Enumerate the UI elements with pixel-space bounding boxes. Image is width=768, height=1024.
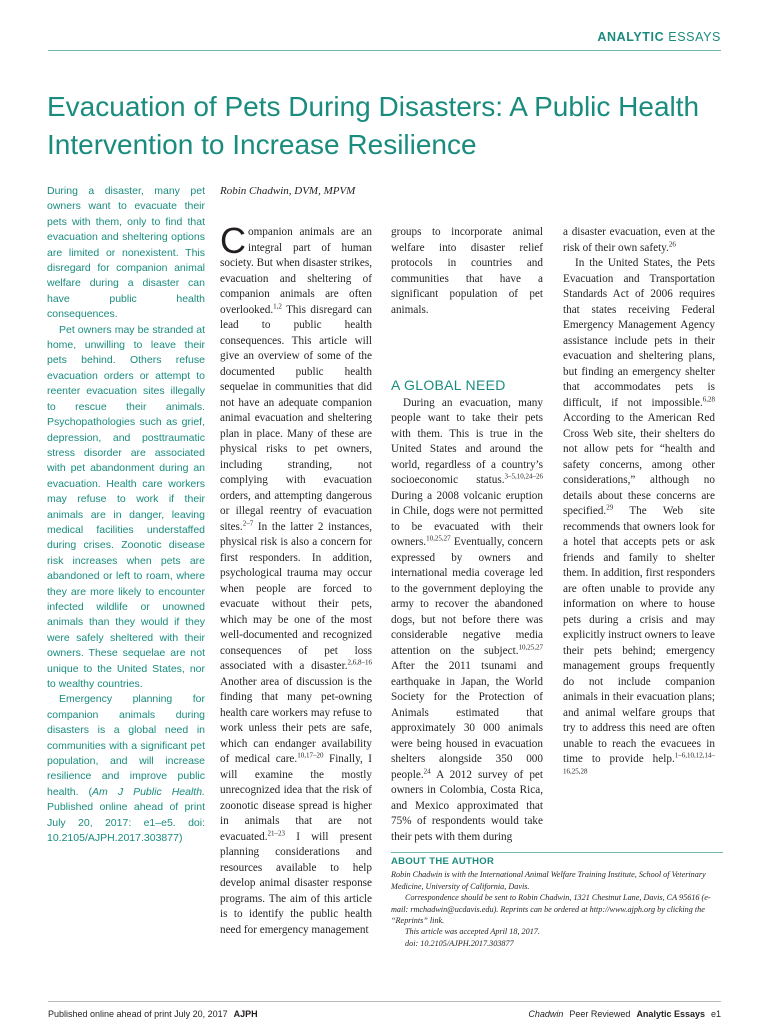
citation-ref: 1–6,10,12,14–16,25,28 (563, 751, 715, 775)
citation-ref: 1,2 (273, 301, 282, 310)
citation-ref: 29 (606, 503, 614, 512)
author-byline: Robin Chadwin, DVM, MPVM (220, 185, 356, 197)
drop-cap: C (220, 220, 246, 261)
abstract (47, 184, 205, 846)
citation-ref: 24 (423, 766, 431, 775)
footer-journal: AJPH (233, 1009, 258, 1019)
doi-note: doi: 10.2105/AJPH.2017.303877 (405, 938, 514, 948)
abstract-paragraph: During a disaster, many pet owners want to evacuate their pets with them, only to find that evacuation and sheltering options are limited or nonexistent. This disregard for companion animal welfare during a disaster can have public health consequences. (47, 185, 205, 321)
section-label: ANALYTIC ESSAYS (597, 30, 721, 44)
body-paragraph: a disaster evacuation, even at the risk of their own safety.$^{26}$ (563, 226, 715, 254)
citation-ref: 2–7 (242, 518, 254, 527)
accepted-date: This article was accepted April 18, 2017. (405, 927, 540, 937)
citation-ref: 26 (668, 239, 676, 248)
article-title: Evacuation of Pets During Disasters: A Public Health Intervention to Increase Resilience (47, 91, 700, 160)
body-column-1 (220, 220, 372, 938)
body-paragraph: Companion animals are an integral part of human society. But when disaster strikes, evacuation and sheltering of companion animals are often overlooked.$^{1,2}$ This disregard can lead to public health consequences. This article will give an overview of some of the documented public health sequelae in communities that did not have an adequate companion animal evacuation and sheltering plan in place. Many of these are physical risks to pet owners, including stranding, not complying with evacuation orders, and attempting dangerous or illegal reentry of evacuation sites.$^{2-7}$ In the latter 2 instances, physical risk is also a concern for first responders. In addition, psychological trauma may occur when people are forced to evacuate without their pets, which may be one of the most well-documented and recognized consequences of pet loss associated with a disaster.$^{2,6,8-16}$ Another area of discussion is the finding that many pet-owning health care workers may refuse to work unless their pets are safe, which can endanger availability of medical care.$^{10,17-20}$ Finally, I will examine the mostly unrecognized idea that the risk of zoonotic disease spread is higher in animals that are not evacuated.$^{21-23}$ I will present planning considerations and resources available to help develop animal disaster response programs. The aim of this article is to identify the public health need for emergency management (220, 220, 372, 936)
body-column-2 (391, 225, 543, 845)
body-paragraph: During an evacuation, many people want to take their pets with them. This is true in the United States and around the world, regardless of a country’s socioeconomic status.$^{3-5,10,24-26}$ During a 2008 volcanic eruption in Chile, dogs were not permitted to be evacuated with their owners.$^{10,25,27}$ Eventually, concern expressed by owners and international media coverage led to the government deploying the army to recover the abandoned dogs, but not before there was considerable negative media attention on the subject.$^{10,25,27}$ After the 2011 tsunami and earthquake in Japan, the World Society for the Protection of Animals estimated that approximately 30 000 animals were being housed in evacuation shelters alongside 350 000 people.$^{24}$ A 2012 survey of pet owners in Colombia, Costa Rica, and Mexico approximated that 75% of respondents would take their pets with them during (391, 396, 543, 843)
about-the-author (391, 852, 723, 949)
footer-peer: Peer Reviewed (569, 1009, 631, 1019)
citation-journal: Am J Public Health. (92, 785, 205, 798)
section-heading-global-need: A GLOBAL NEED (391, 377, 506, 393)
footer-section: Analytic Essays (636, 1009, 705, 1019)
citation-ref: 2,6,8–16 (347, 658, 372, 667)
body-paragraph: groups to incorporate animal welfare into disaster relief protocols in countries and communities that have a significant population of pet animals. (391, 226, 543, 316)
about-heading: ABOUT THE AUTHOR (391, 856, 495, 867)
correspondence-note: Correspondence should be sent to Robin Chadwin, 1321 Chestnut Lane, Davis, CA 95616 (e-mail: rmchadwin@ucdavis.edu). Reprints can be ordered at http://www.ajph.org by clicking the “Reprints” link. (391, 893, 711, 926)
citation-ref: 10,25,27 (426, 534, 451, 543)
citation-ref: 10,25,27 (518, 642, 543, 651)
citation-ref: 3–5,10,24–26 (504, 472, 543, 481)
footer-rule (48, 1001, 721, 1002)
body-column-3 (563, 225, 715, 783)
body-paragraph: In the United States, the Pets Evacuation and Transportation Standards Act of 2006 requires that states receiving Federal Emergency Management Agency assistance include pets in their evacuation and sheltering plans, but finding an emergency shelter that accommodates pets is difficult, if not impossible.$^{6,28}$ According to the American Red Cross Web site, their shelters do not allow pets for “health and safety concerns, among other considerations,” although no details about these concerns are specified.$^{29}$ The Web site recommends that owners look for a hotel that accepts pets or ask friends and family to shelter them. In addition, first responders are often unable to provide any information on where to house pets during a crisis and may explicitly instruct owners to leave their pets behind; emergency management groups frequently do not include companion animals in their evacuation plans; and animal welfare groups that try to address this need are often unable to reach the evacuees in time to provide help.$^{1-6,10,12,14-16,25,28}$ (563, 257, 715, 775)
footer-author: Chadwin (528, 1009, 564, 1019)
abstract-paragraph: Emergency planning for companion animals during disasters is a global need in communities with a significant pet population, and will increase resilience and improve public health. (Am J Public Health. Published online ahead of print July 20, 2017: e1–e5. doi: 10.2105/AJPH.2017.303877) (47, 693, 205, 845)
about-rule (391, 852, 723, 853)
citation-ref: 10,17–20 (297, 751, 324, 760)
footer-left: Published online ahead of print July 20, 2017 AJPH (48, 1009, 258, 1019)
footer-right (528, 1009, 721, 1019)
header-rule (48, 50, 721, 51)
abstract-paragraph: Pet owners may be stranded at home, unwilling to leave their pets behind. Others refuse evacuation orders or attempt to reenter evacuation sites illegally to rescue their animals. Psychopathologies such as grief, depression, and posttraumatic stress disorder are associated with pet abandonment during an evacuation. Health care workers may refuse to work if their animals are in danger, leaving medical facilities understaffed during crises. Zoonotic disease risk increases when pets are abandoned or left to roam, where they are more likely to encounter infected wildlife or unowned animals than they would if they were safely sheltered with their owners. These sequelae are not unique to the United States, nor to wealthy countries. (47, 323, 205, 690)
author-affiliation: Robin Chadwin is with the International Animal Welfare Training Institute, School of Veterinary Medicine, University of California, Davis. (391, 870, 706, 891)
page-number: e1 (710, 1009, 721, 1019)
citation-ref: 6,28 (702, 394, 715, 403)
citation-ref: 21–23 (267, 828, 286, 837)
